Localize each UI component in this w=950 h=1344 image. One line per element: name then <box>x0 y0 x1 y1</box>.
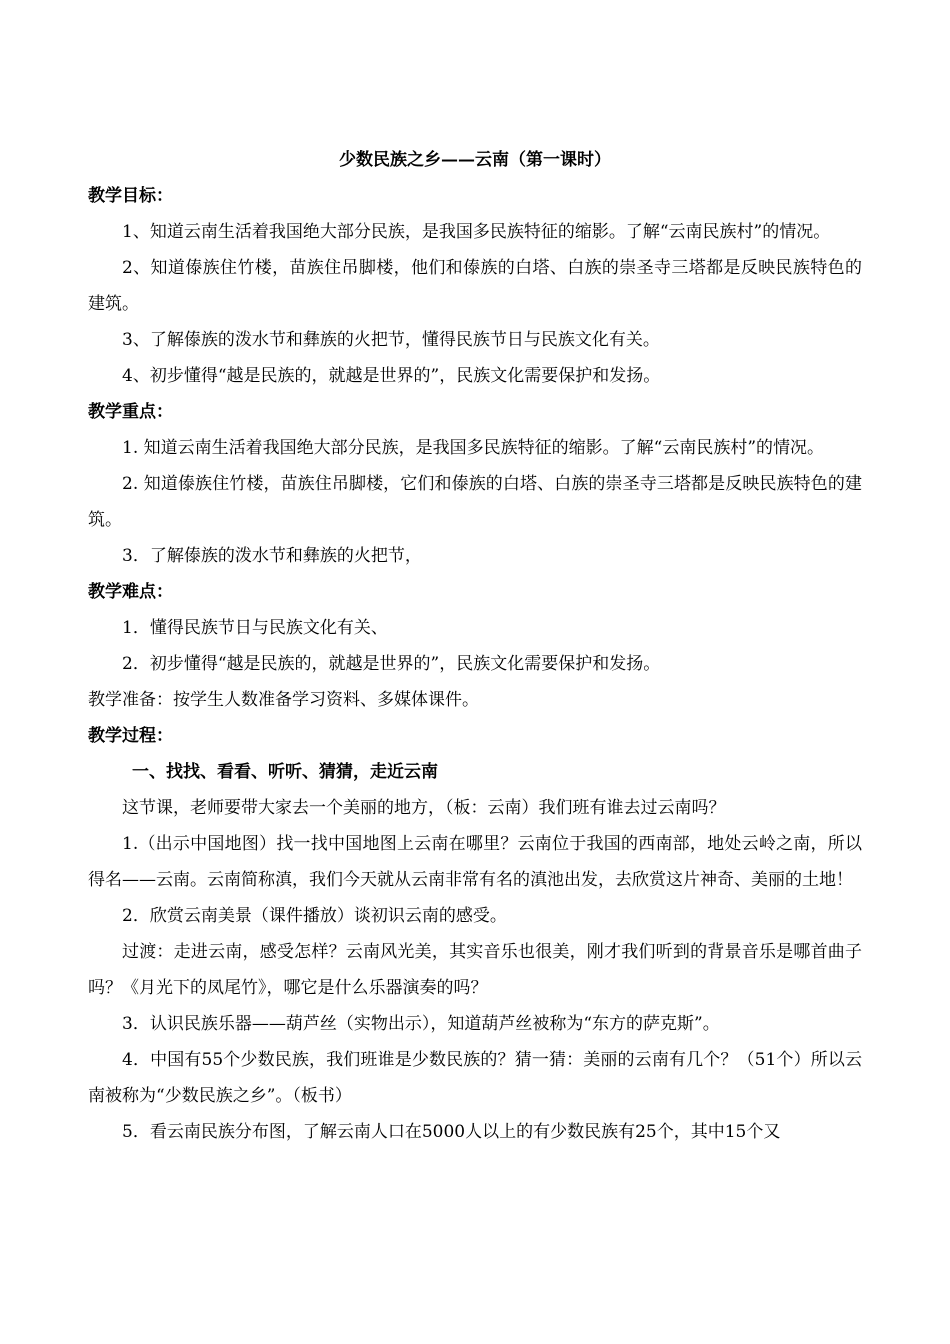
process-paragraph: 1.（出示中国地图）找一找中国地图上云南在哪里？云南位于我国的西南部，地处云岭之南，所以得名——云南。云南简称滇，我们今天就从云南非常有名的滇池出发，去欣赏这片神奇、美丽的土地！ <box>88 834 862 890</box>
objectives-heading: 教学目标： <box>88 186 173 206</box>
key-point-item-1: 1. 知道云南生活着我国绝大部分民族，是我国多民族特征的缩影。了解“云南民族村”的情况。 <box>122 438 825 458</box>
process-paragraph: 3．认识民族乐器——葫芦丝（实物出示），知道葫芦丝被称为“东方的萨克斯”。 <box>122 1014 720 1034</box>
difficulty-item-1: 1．懂得民族节日与民族文化有关、 <box>122 618 388 638</box>
process-paragraph: 2．欣赏云南美景（课件播放）谈初识云南的感受。 <box>122 906 507 926</box>
difficulties-heading: 教学难点： <box>88 582 173 602</box>
document-body <box>88 140 862 1150</box>
objective-item-4: 4、初步懂得“越是民族的，就越是世界的”，民族文化需要保护和发扬。 <box>122 366 661 386</box>
key-points-heading: 教学重点： <box>88 402 173 422</box>
process-paragraph: 4．中国有55个少数民族，我们班谁是少数民族的？猜一猜：美丽的云南有几个？（51个）所以云南被称为“少数民族之乡”。（板书） <box>88 1050 862 1106</box>
process-paragraph: 5．看云南民族分布图，了解云南人口在5000人以上的有少数民族有25个，其中15个又 <box>122 1122 781 1142</box>
objective-item-2: 2、知道傣族住竹楼，苗族住吊脚楼，他们和傣族的白塔、白族的崇圣寺三塔都是反映民族特色的建筑。 <box>88 258 862 314</box>
preparation-line: 教学准备：按学生人数准备学习资料、多媒体课件。 <box>88 690 479 710</box>
difficulty-item-2: 2．初步懂得“越是民族的，就越是世界的”，民族文化需要保护和发扬。 <box>122 654 661 674</box>
objective-item-1: 1、知道云南生活着我国绝大部分民族，是我国多民族特征的缩影。了解“云南民族村”的情况。 <box>122 222 831 242</box>
objective-item-3: 3、了解傣族的泼水节和彝族的火把节，懂得民族节日与民族文化有关。 <box>122 330 660 350</box>
process-paragraph: 这节课，老师要带大家去一个美丽的地方，（板：云南）我们班有谁去过云南吗？ <box>122 798 726 818</box>
key-point-item-2: 2. 知道傣族住竹楼，苗族住吊脚楼，它们和傣族的白塔、白族的崇圣寺三塔都是反映民族特色的建筑。 <box>88 474 862 530</box>
section-1-heading: 一、找找、看看、听听、猜猜，走近云南 <box>132 762 438 782</box>
key-point-item-3: 3．了解傣族的泼水节和彝族的火把节， <box>122 546 422 566</box>
process-heading: 教学过程： <box>88 726 173 746</box>
document-title: 少数民族之乡——云南（第一课时） <box>339 150 611 170</box>
process-paragraph: 过渡：走进云南，感受怎样？云南风光美，其实音乐也很美，刚才我们听到的背景音乐是哪首曲子吗？《月光下的凤尾竹》，哪它是什么乐器演奏的吗？ <box>88 942 862 998</box>
